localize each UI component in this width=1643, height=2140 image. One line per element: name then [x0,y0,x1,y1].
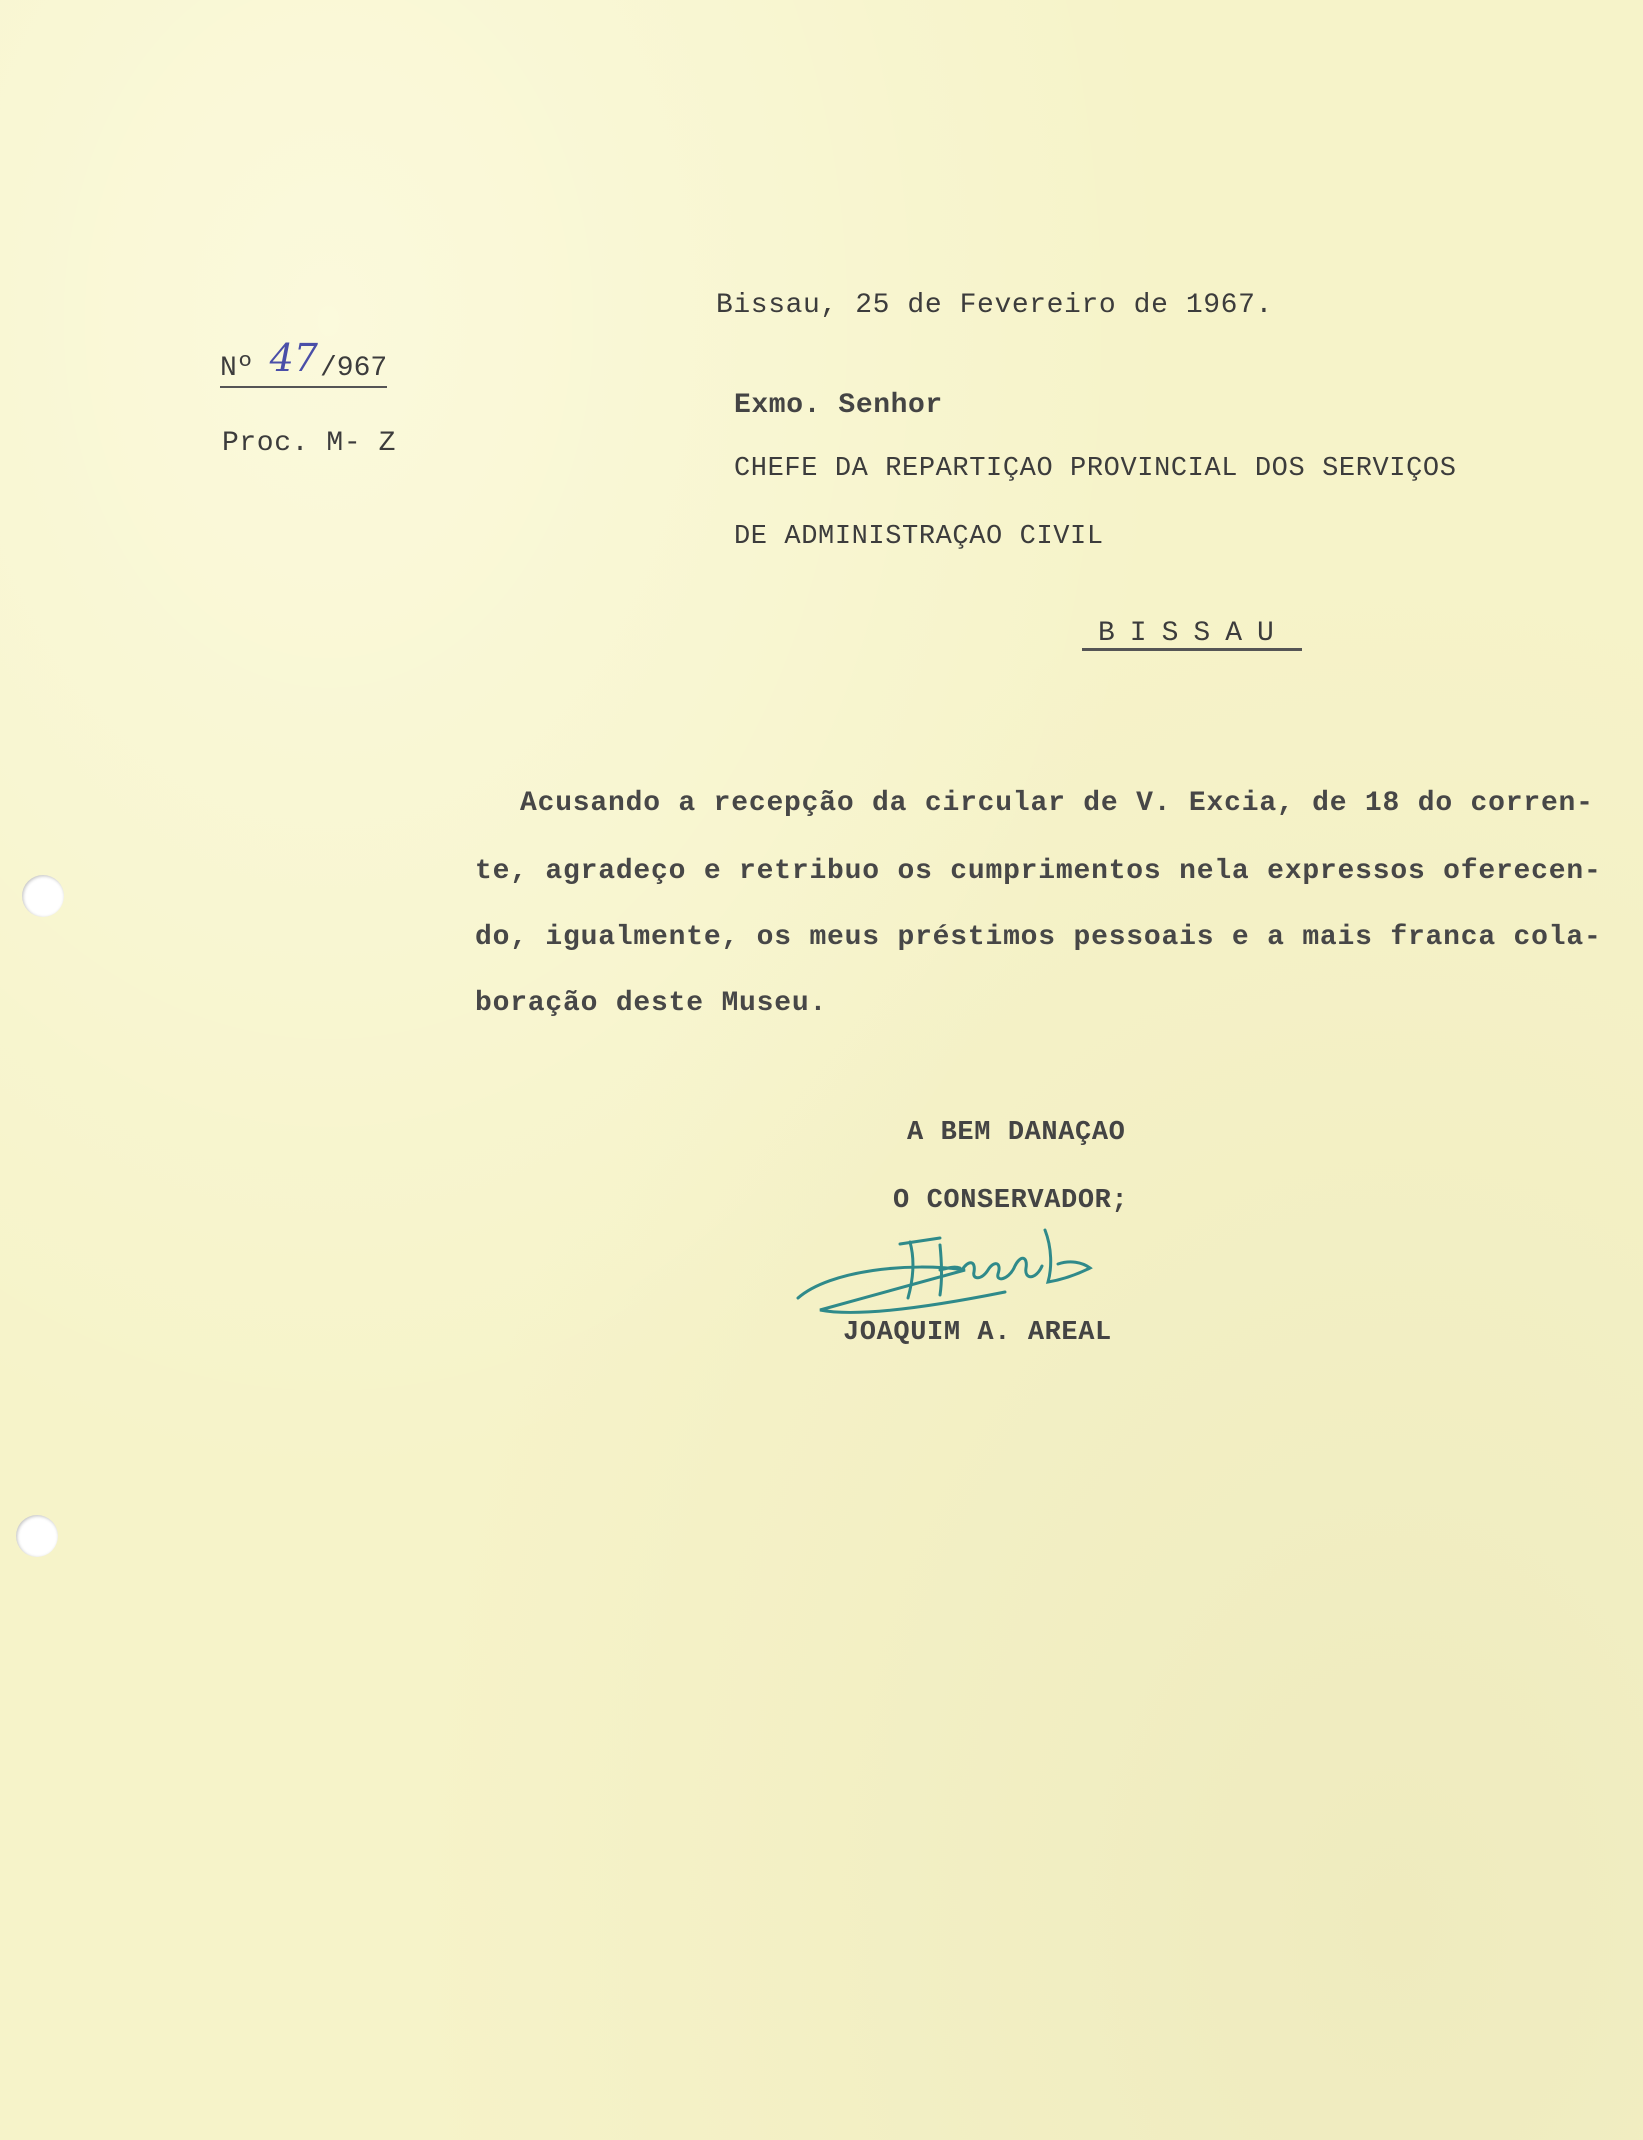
destination-heading: BISSAU [1098,618,1289,649]
punch-hole-icon [22,875,64,917]
process-code: Proc. M- Z [222,428,397,459]
destination-underline [1082,648,1302,651]
handwritten-signature-icon [790,1210,1120,1335]
body-line-1: Acusando a recepção da circular de V. Excia, de 18 do corren- [520,788,1594,819]
recipient-line-2: DE ADMINISTRAÇAO CIVIL [734,522,1104,552]
body-line-4: boração deste Museu. [475,988,828,1019]
reference-handwritten-number: 47 [269,336,318,380]
punch-hole-icon [16,1515,58,1557]
signer-name: JOAQUIM A. AREAL [843,1318,1112,1348]
salutation: Exmo. Senhor [734,390,943,421]
recipient-line-1: CHEFE DA REPARTIÇAO PROVINCIAL DOS SERVIÇOS [734,454,1457,484]
reference-number [220,336,388,388]
signer-title: O CONSERVADOR; [893,1186,1129,1216]
reference-suffix: /967 [319,353,388,384]
reference-prefix: Nº [220,353,254,384]
closing-formula: A BEM DANAÇAO [907,1118,1126,1148]
place-date: Bissau, 25 de Fevereiro de 1967. [716,290,1273,321]
body-line-3: do, igualmente, os meus préstimos pessoais e a mais franca cola- [475,922,1602,953]
body-line-2: te, agradeço e retribuo os cumprimentos nela expressos oferecen- [475,856,1602,887]
